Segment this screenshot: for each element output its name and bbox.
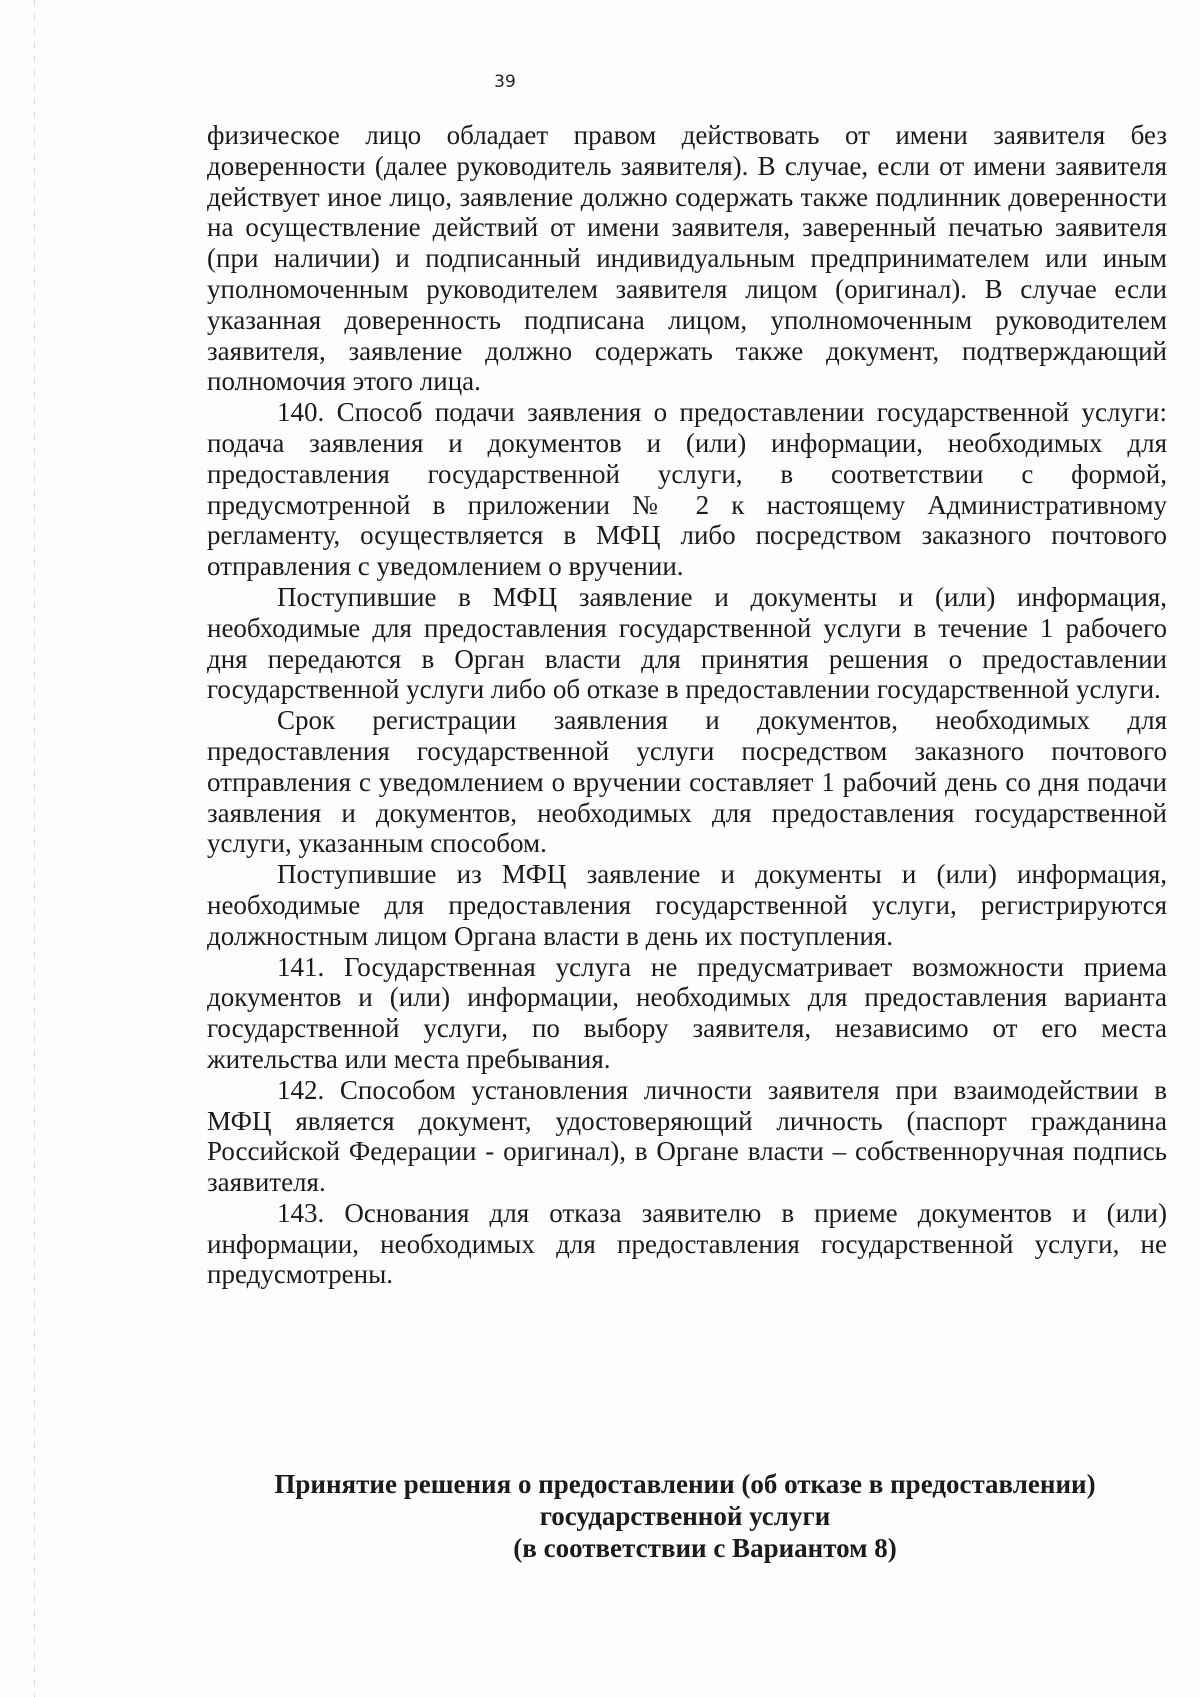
paragraph-140: 140. Способ подачи заявления о предоставлении государственной услуги: подача заявления и документов и (или) информации, необходимых для предоставления государственной услуги, в соответствии с формой, предусмотренной в приложении № 2 к настоящему Административному регламенту, осуществляется в МФЦ либо посредством заказного почтового отправления с уведомлением о вручении. — [207, 397, 1167, 582]
paragraph-142: 142. Способом установления личности заявителя при взаимодействии в МФЦ является документ, удостоверяющий личность (паспорт гражданина Российской Федерации - оригинал), в Органе власти – собственноручная подпись заявителя. — [207, 1074, 1167, 1198]
page-number: 39 — [494, 72, 516, 92]
paragraph-registration-official: Поступившие из МФЦ заявление и документы и (или) информация, необходимые для предоставления государственной услуги, регистрируются должностным лицом Органа власти в день их поступления. — [207, 859, 1167, 951]
scan-edge-line — [34, 0, 35, 1697]
section-heading — [200, 1468, 1170, 1564]
paragraph-143: 143. Основания для отказа заявителю в приеме документов и (или) информации, необходимых для предоставления государственной услуги, не предусмотрены. — [207, 1197, 1167, 1290]
heading-line-3: (в соответствии с Вариантом 8) — [513, 1533, 897, 1563]
heading-line-2: государственной услуги — [539, 1501, 831, 1531]
paragraph-mfc-transfer: Поступившие в МФЦ заявление и документы и (или) информация, необходимые для предоставления государственной услуги в течение 1 рабочего дня передаются в Орган власти для принятия решения о предоставлении государственной услуги либо об отказе в предоставлении государственной услуги. — [207, 581, 1167, 705]
paragraph-registration-term: Срок регистрации заявления и документов, необходимых для предоставления государственной услуги посредством заказного почтового отправления с уведомлением о вручении составляет 1 рабочий день со дня подачи заявления и документов, необходимых для предоставления государственной услуги, указанным способом. — [207, 705, 1167, 859]
paragraph-continuation: физическое лицо обладает правом действовать от имени заявителя без доверенности (далее руководитель заявителя). В случае, если от имени заявителя действует иное лицо, заявление должно содержать также подлинник доверенности на осуществление действий от имени заявителя, заверенный печатью заявителя (при наличии) и подписанный индивидуальным предпринимателем или иным уполномоченным руководителем заявителя лицом (оригинал). В случае если указанная доверенность подписана лицом, уполномоченным руководителем заявителя, заявление должно содержать также документ, подтверждающий полномочия этого лица. — [207, 120, 1167, 397]
heading-line-1: Принятие решения о предоставлении (об отказе в предоставлении) — [274, 1469, 1096, 1499]
document-body — [207, 120, 1167, 1290]
paragraph-141: 141. Государственная услуга не предусматривает возможности приема документов и (или) информации, необходимых для предоставления варианта государственной услуги, по выбору заявителя, независимо от его места жительства или места пребывания. — [207, 951, 1167, 1074]
